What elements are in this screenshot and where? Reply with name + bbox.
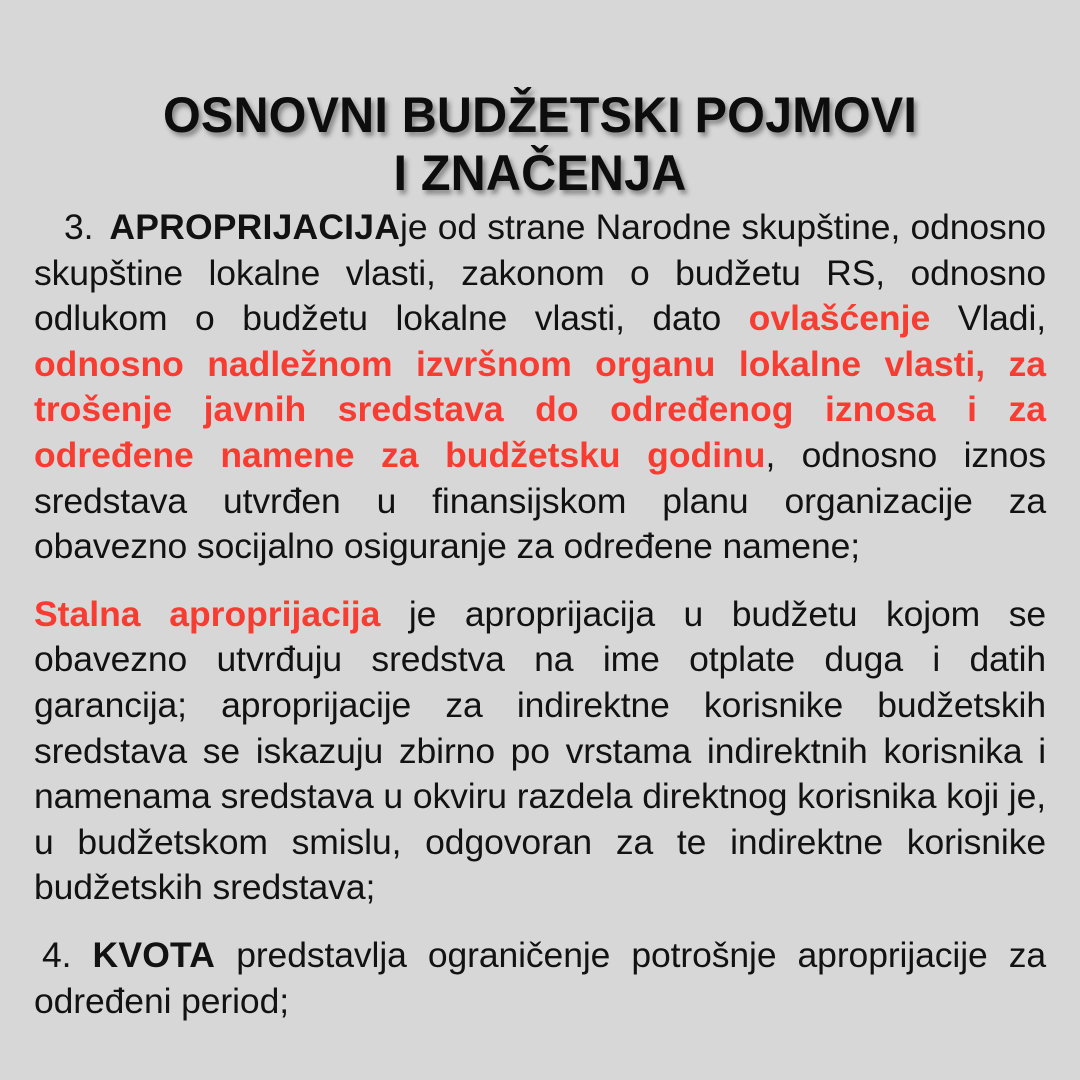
paragraph-kvota [34,933,1046,1024]
p1-text-black-1: je od strane Narodne skupštine, odnosno skupštine lokalne vlasti, zakonom o budžetu RS, odnosno odlukom o budžetu lokalne vlasti, dato [34,207,1046,339]
term-aproprijacija: APROPRIJACIJA [109,207,401,247]
page-title-line-1: OSNOVNI BUDŽETSKI POJMOVI [162,86,917,143]
page-title-line-2: I ZNAČENJA [393,144,687,201]
paragraph-stalna-aproprijacija [34,592,1046,911]
p1-highlight-ovlascenje-detail: odnosno nadležnom izvršnom organu lokalne vlasti, za trošenje javnih sredstava do određenog iznosa i za određene namene za budžetsku godinu [34,343,1046,475]
paragraph-aproprijacija [34,205,1046,570]
term-kvota: KVOTA [92,934,216,975]
p3-text-body: predstavlja ograničenje potrošnje aproprijacije za određeni period; [34,934,1046,1021]
list-number-4: 4. [42,934,72,975]
list-number-3: 3. [64,207,94,247]
p2-text-body: je aproprijacija u budžetu kojom se obavezno utvrđuju sredstva na ime otplate duga i datih garancija; aproprijacije za indirektne korisnike budžetskih sredstava se iskazuju zbirno po vrstama indirektnih korisnika i namenama sredstava u okviru razdela direktnog korisnika koji je, u budžetskom smislu, odgovoran za te indirektne korisnike budžetskih sredstava; [34,593,1046,908]
term-stalna-aproprijacija: Stalna aproprijacija [34,593,381,634]
body-content [34,205,1046,1024]
page-title [16,86,1064,202]
p1-text-black-3: , odnosno iznos sredstava utvrđen u finansijskom planu organizacije za obavezno socijalno osiguranje za određene namene; [34,434,1046,567]
p1-highlight-ovlascenje: ovlašćenje [748,298,931,339]
p1-text-black-2: Vladi, [930,298,1046,339]
